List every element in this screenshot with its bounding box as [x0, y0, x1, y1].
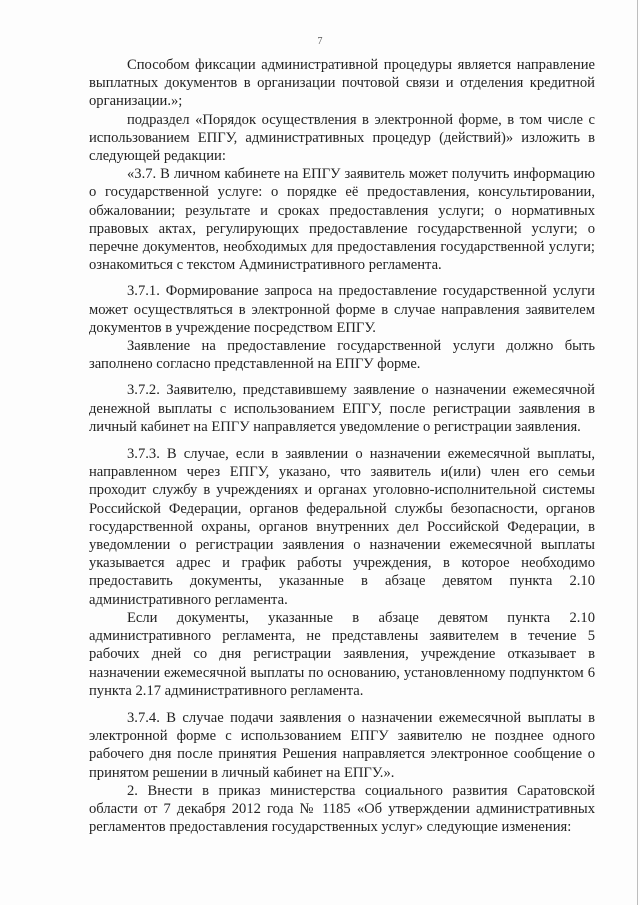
document-body [89, 56, 595, 836]
paragraph-7: 3.7.3. В случае, если в заявлении о назначении ежемесячной выплаты, направленном через ЕПГУ, указано, что заявитель и(или) член его семьи проходит службу в учреждениях и органах уголовно-исполнительной системы Российской Федерации, органов федеральной службы безопасности, органов государственной охраны, органов внутренних дел Российской Федерации, в уведомлении о регистрации заявления о назначении ежемесячной выплаты указывается адрес и график работы учреждения, в которое необходимо предоставить документы, указанные в абзаце девятом пункта 2.10 административного регламента. [89, 446, 595, 608]
paragraph-4: 3.7.1. Формирование запроса на предоставление государственной услуги может осуществляться в электронной форме в случае направления заявителем документов в учреждение посредством ЕПГУ. [89, 283, 595, 336]
paragraph-1: Способом фиксации административной процедуры является направление выплатных документов в организации почтовой связи и отделения кредитной организации.»; [89, 57, 595, 110]
paragraph-2: подраздел «Порядок осуществления в электронной форме, в том числе с использованием ЕПГУ, административных процедур (действий)» изложить в следующей редакции: [89, 111, 595, 165]
paragraph-10: 2. Внести в приказ министерства социального развития Саратовской области от 7 декабря 2012 года № 1185 «Об утверждении административных регламентов предоставления государственных услуг» следующие изменения: [89, 782, 595, 836]
paragraph-9: 3.7.4. В случае подачи заявления о назначении ежемесячной выплаты в электронной форме с использованием ЕПГУ заявителю не позднее одного рабочего дня после принятия Решения направляется электронное сообщение о принятом решении в личный кабинет на ЕПГУ.». [89, 709, 595, 781]
paragraph-5: Заявление на предоставление государственной услуги должно быть заполнено согласно представленной на ЕПГУ форме. [89, 338, 595, 373]
page-number: 7 [317, 36, 323, 47]
paragraph-3: «3.7. В личном кабинете на ЕПГУ заявитель может получить информацию о государственной услуге: о порядке её предоставления, консультировании, обжаловании; результате и сроках предоставления услуги; о нормативных правовых актах, регулирующих предоставление государственной услуги; о перечне документов, необходимых для предоставления государственной услуги; ознакомиться с текстом Административного регламента. [89, 166, 595, 274]
paragraph-8: Если документы, указанные в абзаце девятом пункта 2.10 административного регламента, не представлены заявителем в течение 5 рабочих дней со дня регистрации заявления, учреждение отказывает в назначении ежемесячной выплаты по основанию, установленному подпунктом 6 пункта 2.17 административного регламента. [89, 609, 595, 699]
paragraph-6: 3.7.2. Заявителю, представившему заявление о назначении ежемесячной денежной выплаты с использованием ЕПГУ, после регистрации заявления в личный кабинет на ЕПГУ направляется уведомление о регистрации заявления. [89, 382, 595, 435]
scan-edge [637, 0, 638, 905]
